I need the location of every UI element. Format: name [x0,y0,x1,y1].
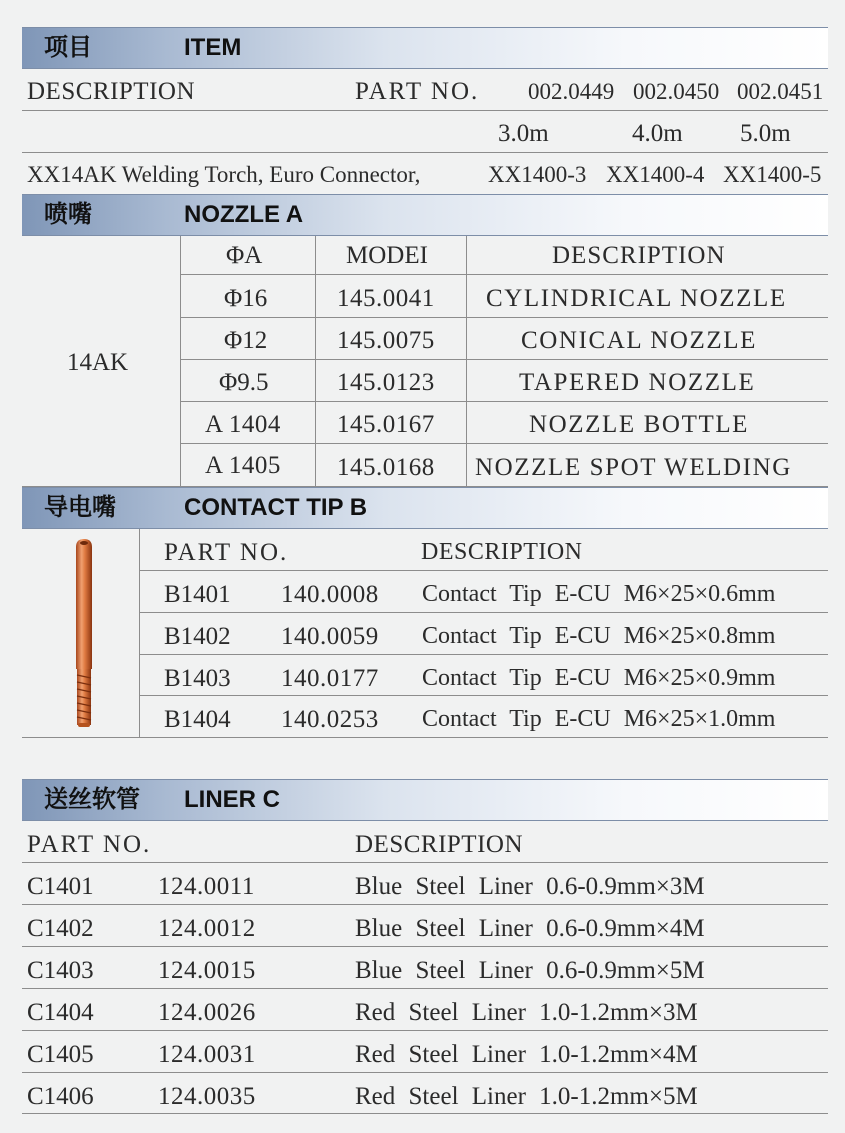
nozzle-row-5-diameter: A 1405 [205,452,281,479]
divider [22,988,828,989]
nozzle-row-5-model: 145.0168 [337,454,435,481]
contact-row-4-code: B1404 [164,706,231,733]
liner-header-description: DESCRIPTION [355,831,524,858]
item-title-en: ITEM [184,34,242,61]
liner-row-3-code: C1403 [27,957,94,984]
contact-row-4-description: Contact Tip E-CU M6×25×1.0mm [422,706,776,732]
contact-row-4-part: 140.0253 [281,706,379,733]
liner-row-6-description: Red Steel Liner 1.0-1.2mm×5M [355,1083,698,1110]
liner-row-1-description: Blue Steel Liner 0.6-0.9mm×3M [355,873,705,900]
nozzle-row-1-diameter: Φ16 [224,285,268,312]
nozzle-row-3-model: 145.0123 [337,369,435,396]
nozzle-row-4-description: NOZZLE BOTTLE [529,411,750,438]
contact-row-2-description: Contact Tip E-CU M6×25×0.8mm [422,623,776,649]
divider [139,529,140,737]
nozzle-title-en: NOZZLE A [184,201,304,228]
contact-row-1-code: B1401 [164,581,231,608]
divider [22,946,828,947]
liner-row-4-part: 124.0026 [158,999,256,1026]
divider [180,359,828,360]
divider [139,654,828,655]
liner-row-5-code: C1405 [27,1041,94,1068]
contact-row-1-description: Contact Tip E-CU M6×25×0.6mm [422,581,776,607]
item-model-3: XX1400-5 [723,162,822,187]
nozzle-row-2-model: 145.0075 [337,327,435,354]
liner-header-part: PART NO. [27,831,152,858]
contact-row-3-part: 140.0177 [281,665,379,692]
item-length-2: 4.0m [632,120,683,147]
divider [180,443,828,444]
liner-row-5-description: Red Steel Liner 1.0-1.2mm×4M [355,1041,698,1068]
nozzle-row-3-diameter: Φ9.5 [219,369,269,396]
contact-header-description: DESCRIPTION [421,539,583,565]
divider [22,1072,828,1073]
contact-section-header [22,487,828,529]
nozzle-row-2-diameter: Φ12 [224,327,268,354]
contact-row-2-code: B1402 [164,623,231,650]
liner-row-1-part: 124.0011 [158,873,255,900]
nozzle-header-diameter: ΦA [226,242,263,269]
contact-row-3-description: Contact Tip E-CU M6×25×0.9mm [422,665,776,691]
liner-row-5-part: 124.0031 [158,1041,256,1068]
item-description-label: DESCRIPTION [27,78,196,105]
contact-row-1-part: 140.0008 [281,581,379,608]
divider [139,570,828,571]
item-model-1: XX1400-3 [488,162,587,187]
nozzle-row-5-description: NOZZLE SPOT WELDING [475,454,792,481]
item-length-3: 5.0m [740,120,791,147]
divider [22,1030,828,1031]
item-part-label: PART NO. [355,78,480,105]
nozzle-row-2-description: CONICAL NOZZLE [521,327,758,354]
contact-header-part: PART NO. [164,539,289,566]
item-part-3: 002.0451 [737,79,824,104]
liner-row-3-description: Blue Steel Liner 0.6-0.9mm×5M [355,957,705,984]
nozzle-row-3-description: TAPERED NOZZLE [519,369,756,396]
item-section-header [22,27,828,69]
divider [22,862,828,863]
divider [22,1113,828,1114]
contact-row-3-code: B1403 [164,665,231,692]
item-title-cn: 项目 [44,34,92,61]
liner-row-2-code: C1402 [27,915,94,942]
nozzle-group-label: 14AK [67,349,129,376]
liner-row-2-description: Blue Steel Liner 0.6-0.9mm×4M [355,915,705,942]
divider [22,152,828,153]
contact-row-2-part: 140.0059 [281,623,379,650]
nozzle-row-1-description: CYLINDRICAL NOZZLE [486,285,787,312]
item-torch-description: XX14AK Welding Torch, Euro Connector, [27,162,421,187]
item-part-2: 002.0450 [633,79,720,104]
item-model-2: XX1400-4 [606,162,705,187]
liner-row-3-part: 124.0015 [158,957,256,984]
liner-title-en: LINER C [184,786,280,813]
item-length-1: 3.0m [498,120,549,147]
liner-row-2-part: 124.0012 [158,915,256,942]
divider [139,695,828,696]
nozzle-header-description: DESCRIPTION [552,242,726,269]
divider [22,110,828,111]
liner-row-6-part: 124.0035 [158,1083,256,1110]
liner-title-cn: 送丝软管 [44,786,140,813]
nozzle-section-header [22,194,828,236]
divider [22,737,828,738]
nozzle-header-model: MODEI [346,242,428,269]
divider [180,317,828,318]
liner-row-4-code: C1404 [27,999,94,1026]
contact-tip-image [64,537,104,729]
divider [139,612,828,613]
divider [22,904,828,905]
liner-row-4-description: Red Steel Liner 1.0-1.2mm×3M [355,999,698,1026]
contact-title-en: CONTACT TIP B [184,494,368,521]
nozzle-row-4-diameter: A 1404 [205,411,281,438]
nozzle-row-1-model: 145.0041 [337,285,435,312]
contact-title-cn: 导电嘴 [44,494,116,521]
nozzle-row-4-model: 145.0167 [337,411,435,438]
item-part-1: 002.0449 [528,79,615,104]
liner-section-header [22,779,828,821]
divider [180,274,828,275]
nozzle-title-cn: 喷嘴 [44,201,92,228]
liner-row-1-code: C1401 [27,873,94,900]
divider [180,401,828,402]
liner-row-6-code: C1406 [27,1083,94,1110]
